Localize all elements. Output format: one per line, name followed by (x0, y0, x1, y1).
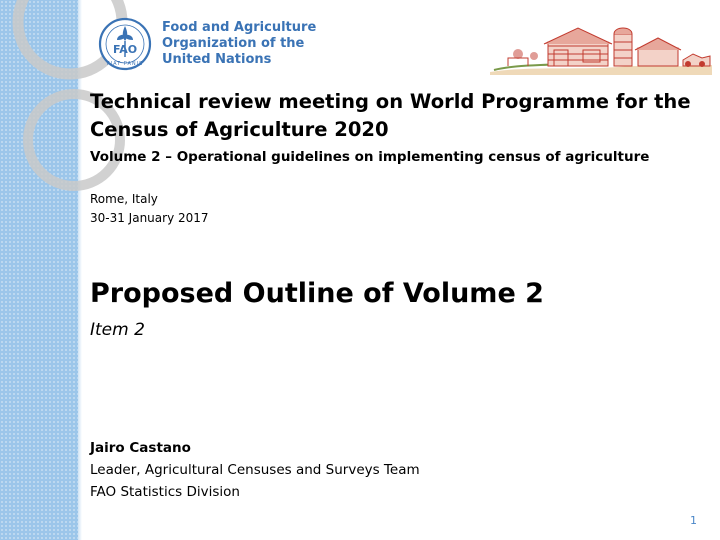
meeting-location: Rome, Italy (90, 192, 158, 206)
meeting-title: Technical review meeting on World Programme for the Census of Agriculture 2020 (90, 90, 691, 141)
org-name (162, 20, 316, 68)
org-name-line: Organization of the (162, 36, 305, 51)
presenter-block (90, 437, 590, 503)
volume-subtitle: Volume 2 – Operational guidelines on implementing census of agriculture (90, 149, 650, 165)
presenter-role: Leader, Agricultural Censuses and Surveys Team (90, 462, 420, 478)
fao-logo (98, 16, 317, 72)
farm-barn-illustration (488, 20, 714, 76)
logo-motto: FIAT PANIS (106, 61, 144, 67)
presenter-division: FAO Statistics Division (90, 484, 240, 500)
presenter-name: Jairo Castano (90, 440, 191, 456)
org-name-line: United Nations (162, 52, 272, 67)
slide-main-title: Proposed Outline of Volume 2 (90, 278, 544, 309)
agenda-item: Item 2 (90, 320, 145, 340)
org-name-line: Food and Agriculture (162, 20, 317, 35)
slide-number: 1 (690, 514, 697, 527)
meeting-dates: 30-31 January 2017 (90, 211, 209, 225)
logo-letters: FAO (112, 43, 138, 56)
fao-emblem-icon (98, 17, 152, 71)
